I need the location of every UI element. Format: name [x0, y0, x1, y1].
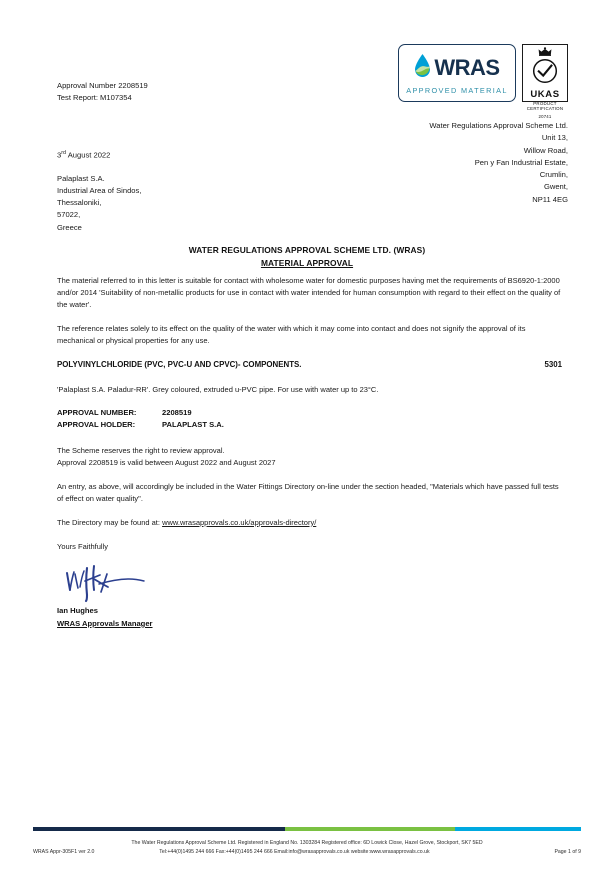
letter-body — [57, 275, 562, 630]
approval-number-value: 2208519 — [162, 407, 192, 417]
water-droplet-icon — [414, 53, 431, 83]
product-heading: POLYVINYLCHLORIDE (PVC, PVC-U AND CPVC)- COMPONENTS. — [57, 360, 302, 369]
sender-address-line: Gwent, — [543, 182, 568, 192]
sign-off: Yours Faithfully — [57, 541, 108, 551]
recipient-address-line: Palaplast S.A. — [57, 174, 105, 183]
signer-name: Ian Hughes — [57, 605, 98, 615]
recipient-address — [57, 173, 141, 234]
product-code: 5301 — [544, 360, 562, 369]
footer-bar-blue — [455, 827, 581, 831]
ukas-cert-line2: CERTIFICATION — [526, 106, 564, 111]
footer-bottom-row — [33, 848, 581, 857]
footer-contact: Tel:+44(0)1495 244 666 Fax:+44(0)1495 244 666 Email:info@wrasapprovals.co.uk website:www.wrasapprovals.co.uk — [159, 848, 430, 855]
paragraph-reference-scope: The reference relates solely to its effect on the quality of the water with which it may come into contact and does not signify the approval of its mechanical or physical properties for any use. — [57, 324, 526, 345]
date-rest: August 2022 — [66, 150, 111, 160]
approval-details — [57, 407, 562, 432]
footer-page-number: Page 1 of 9 — [554, 848, 581, 855]
letter-date — [57, 150, 110, 160]
product-heading-row — [57, 359, 562, 372]
sender-address-line: Crumlin, — [539, 170, 568, 180]
sender-address-line: Willow Road, — [523, 145, 568, 155]
footer-bar-navy — [33, 827, 285, 831]
approval-number-row — [57, 407, 562, 420]
approval-number-ref: Approval Number 2208519 — [57, 81, 148, 90]
ukas-tick-circle-icon — [532, 58, 558, 89]
sender-address-line: NP11 4EG — [532, 194, 568, 204]
approval-holder-label: APPROVAL HOLDER: — [57, 420, 136, 430]
paragraph-directory-entry: An entry, as above, will accordingly be included in the Water Fittings Directory on-line under the section headed, "Materials which have passed full tests of effect on water quality". — [57, 481, 559, 503]
approval-number-label: APPROVAL NUMBER: — [57, 407, 137, 417]
directory-link-prefix: The Directory may be found at: — [57, 517, 163, 527]
approval-holder-row — [57, 419, 562, 432]
ukas-certification-text — [527, 101, 564, 112]
page-subtitle: MATERIAL APPROVAL — [260, 258, 354, 268]
ukas-cert-line1: PRODUCT — [533, 100, 557, 106]
footer-color-bar — [33, 827, 581, 831]
paragraph-review — [57, 445, 562, 469]
recipient-address-line: Industrial Area of Sindos, — [57, 186, 142, 196]
recipient-address-line: Greece — [57, 222, 82, 232]
ukas-logo — [522, 44, 568, 119]
logo-row — [398, 44, 568, 119]
sender-address-line: Pen y Fan Industrial Estate, — [474, 157, 568, 167]
footer-bar-green — [285, 827, 455, 831]
paragraph-suitability: The material referred to in this letter is suitable for contact with wholesome water for domestic purposes having met the requirements of BS6920-1:2000 and/or 2014 'Suitability of non-metallic products for use in contact with water intended for human consumption with regard to their effect on the quality of the water'. — [57, 276, 561, 309]
sender-address — [429, 120, 568, 206]
signer-role: WRAS Approvals Manager — [57, 618, 153, 628]
page-title: WATER REGULATIONS APPROVAL SCHEME LTD. (WRAS) — [188, 245, 426, 255]
date-ordinal: rd — [61, 150, 67, 156]
crown-icon — [538, 47, 552, 58]
recipient-address-line: Thessaloniki, — [57, 198, 102, 208]
review-line-2: Approval 2208519 is valid between August 2022 and August 2027 — [57, 457, 276, 467]
wras-wordmark: WRAS — [434, 55, 500, 80]
wras-logo — [398, 44, 516, 102]
ukas-accreditation-number: 20741 — [538, 113, 552, 119]
sender-address-line: Water Regulations Approval Scheme Ltd. — [429, 121, 568, 130]
sender-address-line: Unit 13, — [541, 133, 568, 143]
wras-logo-subtitle: APPROVED MATERIAL — [406, 86, 508, 95]
product-description: 'Palaplast S.A. Paladur-RR'. Grey coloured, extruded u-PVC pipe. For use with water up to 23°C. — [57, 384, 379, 394]
title-block — [0, 245, 614, 268]
recipient-address-line: 57022, — [57, 210, 81, 220]
date-day: 3 — [57, 150, 62, 160]
signature-image — [61, 557, 562, 603]
approval-holder-value: PALAPLAST S.A. — [162, 420, 224, 430]
ukas-wordmark: UKAS — [530, 89, 560, 100]
reference-block — [57, 80, 148, 104]
review-line-1: The Scheme reserves the right to review approval. — [57, 445, 225, 455]
wras-logo-top — [414, 53, 499, 83]
footer — [33, 839, 581, 857]
footer-registration: The Water Regulations Approval Scheme Ltd. Registered in England No. 1303284 Registered office: 6D Lowick Close, Hazel Grove, Stockport, SK7 5ED — [131, 839, 483, 846]
test-report-ref: Test Report: M107354 — [57, 92, 132, 102]
footer-form-code: WRAS Appr-305F1 ver 2.0 — [33, 848, 95, 855]
directory-link-line — [57, 517, 562, 529]
directory-link[interactable]: www.wrasapprovals.co.uk/approvals-directory/ — [162, 517, 317, 527]
